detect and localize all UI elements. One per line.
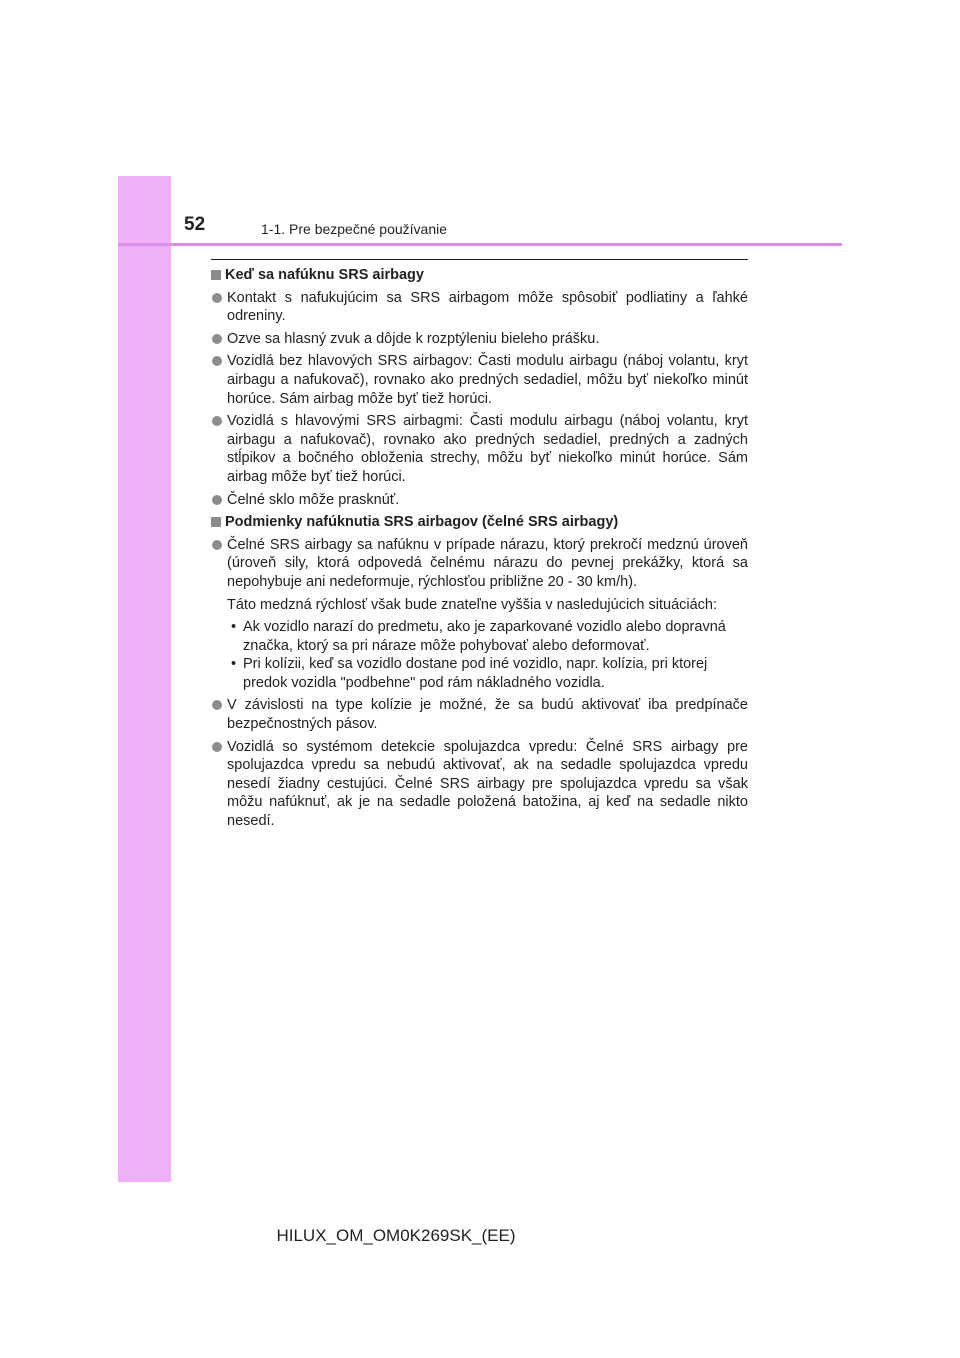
list-item: Čelné sklo môže prasknúť.	[211, 491, 748, 510]
list-item: Vozidlá so systémom detekcie spolujazdca vpredu: Čelné SRS airbagy pre spolujazdca vpredu sa nebudú aktivovať, ak na sedadle spolujazdca vpredu nesedí žiadny cestujúci. Čelné SRS airbagy pre spolujazdca vpredu sa však môžu nafúknuť, ak je na sedadle položená batožina, aj keď na sedadle nikto nesedí.	[211, 738, 748, 831]
section-title: 1-1. Pre bezpečné používanie	[261, 221, 448, 237]
circle-bullet-icon	[212, 742, 222, 752]
dot-marker: •	[231, 656, 237, 673]
section-heading: Keď sa nafúknu SRS airbagy	[211, 266, 748, 285]
list-item: Vozidlá bez hlavových SRS airbagov: Časti modulu airbagu (náboj volantu, kryt airbagu a nafukovač), rovnako ako predných sedadiel, môžu byť niekoľko minút horúce. Sám airbag môže byť tiež horúci.	[211, 352, 748, 408]
page-number: 52	[184, 214, 206, 235]
page-content	[211, 266, 748, 835]
paragraph: Táto medzná rýchlosť však bude znateľne vyššia v nasledujúcich situáciách:	[227, 596, 718, 613]
circle-bullet-icon	[212, 356, 222, 366]
sub-list-item: • Pri kolízii, keď sa vozidlo dostane pod iné vozidlo, napr. kolízia, pri ktorej predok vozidla "podbehne" pod rám nákladného vozidla.	[227, 655, 748, 692]
circle-bullet-icon	[212, 293, 222, 303]
list-item: Čelné SRS airbagy sa nafúknu v prípade nárazu, ktorý prekročí medznú úroveň (úroveň sily, ktorá odpovedá čelnému nárazu do pevnej prekážky, ktorá sa nepohybuje ani nedeformuje, rýchlosťou približne 20 - 30 km/h).	[211, 536, 748, 592]
list-item: V závislosti na type kolízie je možné, že sa budú aktivovať iba predpínače bezpečnostných pásov.	[211, 696, 748, 733]
square-bullet-icon	[211, 517, 221, 527]
list-item: Ozve sa hlasný zvuk a dôjde k rozptýleniu bieleho prášku.	[211, 330, 748, 349]
list-item: Vozidlá s hlavovými SRS airbagmi: Časti modulu airbagu (náboj volantu, kryt airbagu a nafukovač), rovnako ako predných sedadiel, predných a zadných stĺpikov a bočného obloženia strechy, môžu byť niekoľko minút horúce. Sám airbag môže byť tiež horúci.	[211, 412, 748, 486]
document-code: HILUX_OM_OM0K269SK_(EE)	[276, 1226, 516, 1245]
circle-bullet-icon	[212, 700, 222, 710]
dot-marker: •	[231, 619, 237, 636]
sub-list-item: • Ak vozidlo narazí do predmetu, ako je zaparkované vozidlo alebo dopravná značka, ktorý sa pri náraze môže pohybovať alebo deformovať.	[227, 618, 748, 655]
side-tab	[118, 176, 171, 1182]
footer	[0, 1226, 960, 1246]
header-rule	[118, 243, 842, 246]
section-heading: Podmienky nafúknutia SRS airbagov (čelné SRS airbagy)	[211, 513, 748, 532]
circle-bullet-icon	[212, 495, 222, 505]
circle-bullet-icon	[212, 334, 222, 344]
circle-bullet-icon	[212, 416, 222, 426]
circle-bullet-icon	[212, 540, 222, 550]
list-item: Kontakt s nafukujúcim sa SRS airbagom môže spôsobiť podliatiny a ľahké odreniny.	[211, 289, 748, 326]
content-rule	[211, 259, 748, 260]
square-bullet-icon	[211, 270, 221, 280]
